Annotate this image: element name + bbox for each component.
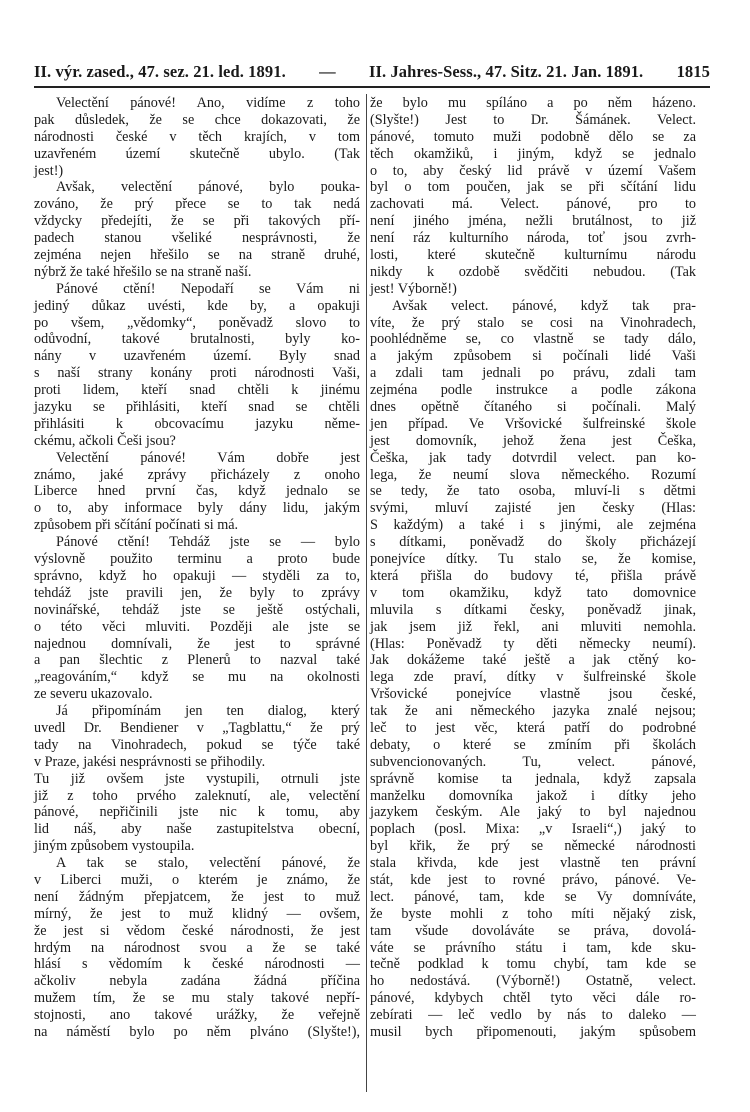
right-column-line: těch okamžiků, i jiným, když se jednalo (370, 145, 696, 162)
left-column-line: přihlásiti k obcovacímu jazyku něme- (34, 415, 360, 432)
right-column-line: debaty, o které se zmíním při školách (370, 736, 696, 753)
right-column-line: není jiného jména, nežli brutálnost, to již (370, 213, 696, 230)
right-column-line: pánové, tomuto muži podobně dělo se za (370, 128, 696, 145)
left-column-line: hlásí s vědomím k české národnosti — (34, 956, 360, 973)
right-column-line: jazykem českým. Ale jaký to byl najednou (370, 804, 696, 821)
right-column-line: tečně podklad k tomu chybí, tam kde se (370, 956, 696, 973)
right-column-line: byl o tom poučen, jak se při sčítání lidu (370, 179, 696, 196)
right-column-line: že byste mohli z toho míti nějaký zisk, (370, 905, 696, 922)
left-column-line: nýbrž že také hřešilo se na straně naší. (34, 263, 252, 280)
left-column-line: najednou domnívali, že jest to správné (34, 635, 360, 652)
header-right: II. Jahres-Sess., 47. Sitz. 21. Jan. 1891. (368, 62, 644, 81)
right-column-line: manželku domovníka jakož i dítky jeho (370, 787, 696, 804)
right-column-line: poplach (posl. Mixa: „v Israeli“,) jaký to (370, 821, 696, 838)
header-dash: — (319, 62, 336, 81)
left-column-line: po všem, „vědomky“, poněvadž slovo to (34, 314, 360, 331)
left-column-line: „reagováním,“ když se mu na okolnosti (34, 669, 360, 686)
right-column-line: (Slyšte!) Jest to Dr. Šámánek. Velect. (370, 111, 696, 128)
left-column-line: v Liberci muži, o kterém je známo, že (34, 871, 360, 888)
right-column-line: nikdy k ozdobě svědčiti nebudou. (Tak (370, 263, 696, 280)
right-column-line: byl křik, že prý se německé národnosti (370, 838, 696, 855)
left-column-line: uvedl Dr. Bendiener v „Tagblattu,“ že prý (34, 719, 360, 736)
left-column-line: Já připomínám jen ten dialog, který (56, 703, 360, 720)
right-column-line: jen případ. Ve Vršovické šulfreinské škole (370, 415, 696, 432)
right-column-line: lega, že neumí slova německého. Rozumí (370, 466, 696, 483)
right-column-line: jak jsem již řekl, ani mluviti nemohla. (370, 618, 696, 635)
left-column-line: ze severu ukazovalo. (34, 686, 153, 703)
left-column-line: Tu již ovšem jste vystupili, otrnuli jste (34, 770, 360, 787)
right-column-line: mluvila s dítkami česky, poněvadž jinak, (370, 601, 696, 618)
left-column-line: jiným způsobem vystoupila. (34, 838, 195, 855)
right-column-line: (Hlas: Poněvadž ty děti německy neumí). (370, 635, 696, 652)
left-column-line: v Praze, jakési nesprávnosti se přihodily. (34, 753, 266, 770)
right-column-line: Češka, jak tady dotvrdil velect. pan ko- (370, 449, 696, 466)
right-column-line: víte, že prý stalo se cosi na Vinohradech, (370, 314, 696, 331)
right-column-line: zachovati má. Velect. pánové, pro to (370, 196, 696, 213)
left-column-line: Velectění pánové! Ano, vidíme z toho (56, 95, 360, 111)
left-column-line: známo, jaké zprávy přicházely z onoho (34, 466, 360, 483)
header-left: II. výr. zased., 47. sez. 21. led. 1891. (34, 62, 286, 81)
right-column-line: v tom okamžiku, když tato domovnice (370, 584, 696, 601)
right-column-line: subvencionovaných. Tu, velect. pánové, (370, 753, 696, 770)
right-column-line: s dítkami, poněvadž do školy přicházejí (370, 534, 696, 551)
right-column-line: správně komise ta jednala, když zapsala (370, 770, 696, 787)
left-column-line: Avšak, velectění pánové, bylo poukа- (56, 179, 360, 196)
left-column-line: o této věci mluviti. Později ale jste se (34, 618, 360, 635)
left-column-line: pak důsledek, že se chce dokazovati, že (34, 111, 360, 128)
right-column-line: že bylo mu spíláno a po něm házeno. (370, 95, 696, 111)
left-column-line: hrdým na národnost svou a že se také (34, 939, 360, 956)
right-column-line: jest domovník, jehož žena jest Češka, (370, 432, 696, 449)
left-column-line: uzavřeném území skutečně ubylo. (Tak (34, 145, 360, 162)
right-column-line: tak že ani německého jazyka znalé nejsou; (370, 703, 696, 720)
right-column-line: ho nedostává. (Výborně!) Ostatně, velect. (370, 973, 696, 990)
left-column-line: Pánové ctění! Nepodaří se Vám ni (56, 280, 360, 297)
right-column-line: Avšak velect. pánové, když tak pra- (392, 297, 696, 314)
right-column (370, 95, 696, 1041)
left-column-line: již z toho prvého zaleknutí, ale, velectění (34, 787, 360, 804)
left-column-line: lid náš, aby naše zastupitelstva obecní, (34, 821, 360, 838)
left-column-line: není žádným přepjatcem, že jest to muž (34, 888, 360, 905)
right-column-line: není ráz kulturního národa, toť jsou zvrh- (370, 230, 696, 247)
left-column-line: s naší strany konány proti národnosti Vaši, (34, 365, 360, 382)
right-column-line: tam všude dovoláváte se práva, dovolá- (370, 922, 696, 939)
right-column-line: ponejvíce dítky. Tu stalo se, že komise, (370, 551, 696, 568)
right-column-line: a zdali tam jednali po právu, zdali tam (370, 365, 696, 382)
left-column-line: stojnosti, ano takové urážky, že veřejně (34, 1007, 360, 1024)
right-column-line: jest! Výborně!) (370, 280, 457, 297)
left-column-line: padech stanou všeliké nesprávnosti, že (34, 230, 360, 247)
left-column-line: ckému, ačkoli Češi jsou? (34, 432, 176, 449)
right-column-line: losti, které skutečně kulturnímu národu (370, 247, 696, 264)
right-column-line: leč to jest věc, která patří do podrobné (370, 719, 696, 736)
left-column-line: národnosti české v těch krajích, v tom (34, 128, 360, 145)
left-column-line: vždycky předejíti, že se při takových pří- (34, 213, 360, 230)
left-column-line: ačkoliv nebyla zadána žádná příčina (34, 973, 360, 990)
left-column-line: o to, aby informace byly dány lidu, jakým (34, 500, 360, 517)
left-column-line: nány v uzavřeném území. Byly snad (34, 348, 360, 365)
right-column-line: lect. pánové, tam, kde se Vy domníváte, (370, 888, 696, 905)
right-column-line: svými, mluví zajisté jen česky (Hlas: (370, 500, 696, 517)
right-column-line: váte se právního státu i tam, kde sku- (370, 939, 696, 956)
right-column-line: stát, kde jest to rovné právo, pánové. Ve- (370, 871, 696, 888)
right-column-line: musil bych připomenouti, jakým spůsobem (370, 1023, 696, 1040)
right-column-line: zejména podle instrukce a podle zákona (370, 382, 696, 399)
left-column-line: a pan šlechtic z Plenerů to nazval také (34, 652, 360, 669)
left-column-line: tady na Vinohradech, pokud se týče také (34, 736, 360, 753)
left-column-line: odůvodní, takové brutalnosti, byly ko- (34, 331, 360, 348)
left-column-line: správno, když ho opakuji — styděli za to, (34, 567, 360, 584)
page-number: 1815 (676, 62, 710, 81)
right-column-line: která přišla do budovy té, přišla právě (370, 567, 696, 584)
right-column-line: stala křivda, kde jest vlastně ten právní (370, 855, 696, 872)
left-column-line: způsobem při sčítání počínati si má. (34, 517, 239, 534)
right-column-line: o to, aby český lid právě v území Vašem (370, 162, 696, 179)
left-column-line: Liberce hned první čas, když jednalo se (34, 483, 360, 500)
left-column-line: na náměstí bylo po něm plváno (Slyšte!), (34, 1023, 360, 1040)
running-header (34, 62, 710, 82)
left-column-line: novinářské, tehdáž jste se ještě ostýchali, (34, 601, 360, 618)
left-column-line: A tak se stalo, velectění pánové, že (56, 855, 360, 872)
header-rule (34, 86, 710, 88)
left-column-line: pánové, nepřičinili jste nic k tomu, aby (34, 804, 360, 821)
left-column-line: jazyku se přihlásiti, kteří snad se chtěli (34, 399, 360, 416)
left-column-line: mužem tím, že se mu staly takové nepří- (34, 990, 360, 1007)
right-column-line: zebírati — leč vedlo by nás to daleko — (370, 1007, 696, 1024)
left-column-line: proti lidem, kteří snad chtěli k jinému (34, 382, 360, 399)
left-column-line: zováno, že prý přece se to tak nedá (34, 196, 360, 213)
left-column-line: jediný důkaz uvésti, kde by, a opakuji (34, 297, 360, 314)
right-column-line: lega zde praví, dítky v šulfreinské škole (370, 669, 696, 686)
left-column-line: Velectění pánové! Vám dobře jest (56, 449, 360, 466)
left-column-line: Pánové ctění! Tehdáž jste se — bylo (56, 534, 360, 551)
right-column-line: Vršovické ponejvíce vlastně jsou české, (370, 686, 696, 703)
left-column-line: výslovně použito terminu a proto bude (34, 551, 360, 568)
right-column-line: S každým) a také i s jinými, ale zejména (370, 517, 696, 534)
column-divider (366, 94, 367, 1092)
left-column-line: tehdáž jste pravili jen, že byly to zprávy (34, 584, 360, 601)
right-column-line: se tedy, že tato osoba, mluví-li s dětmi (370, 483, 696, 500)
right-column-line: dnes opětně čítaného si počínali. Malý (370, 399, 696, 416)
right-column-line: a jakým způsobem si počínali lidé Vaši (370, 348, 696, 365)
left-column-line: mírný, že jest to muž klidný — ovšem, (34, 905, 360, 922)
right-column-line: Jak dokážeme také ještě a jak ctěný ko- (370, 652, 696, 669)
right-column-line: pánové, kdybych chtěl tyto věci dále ro- (370, 990, 696, 1007)
right-column-line: poohlédněme se, co vlastně se tady dálo, (370, 331, 696, 348)
left-column (34, 95, 360, 1041)
left-column-line: zejména nejen hřešilo se na straně druhé, (34, 247, 360, 264)
left-column-line: jest!) (34, 162, 64, 179)
left-column-line: že jest si vědom české národnosti, že jest (34, 922, 360, 939)
